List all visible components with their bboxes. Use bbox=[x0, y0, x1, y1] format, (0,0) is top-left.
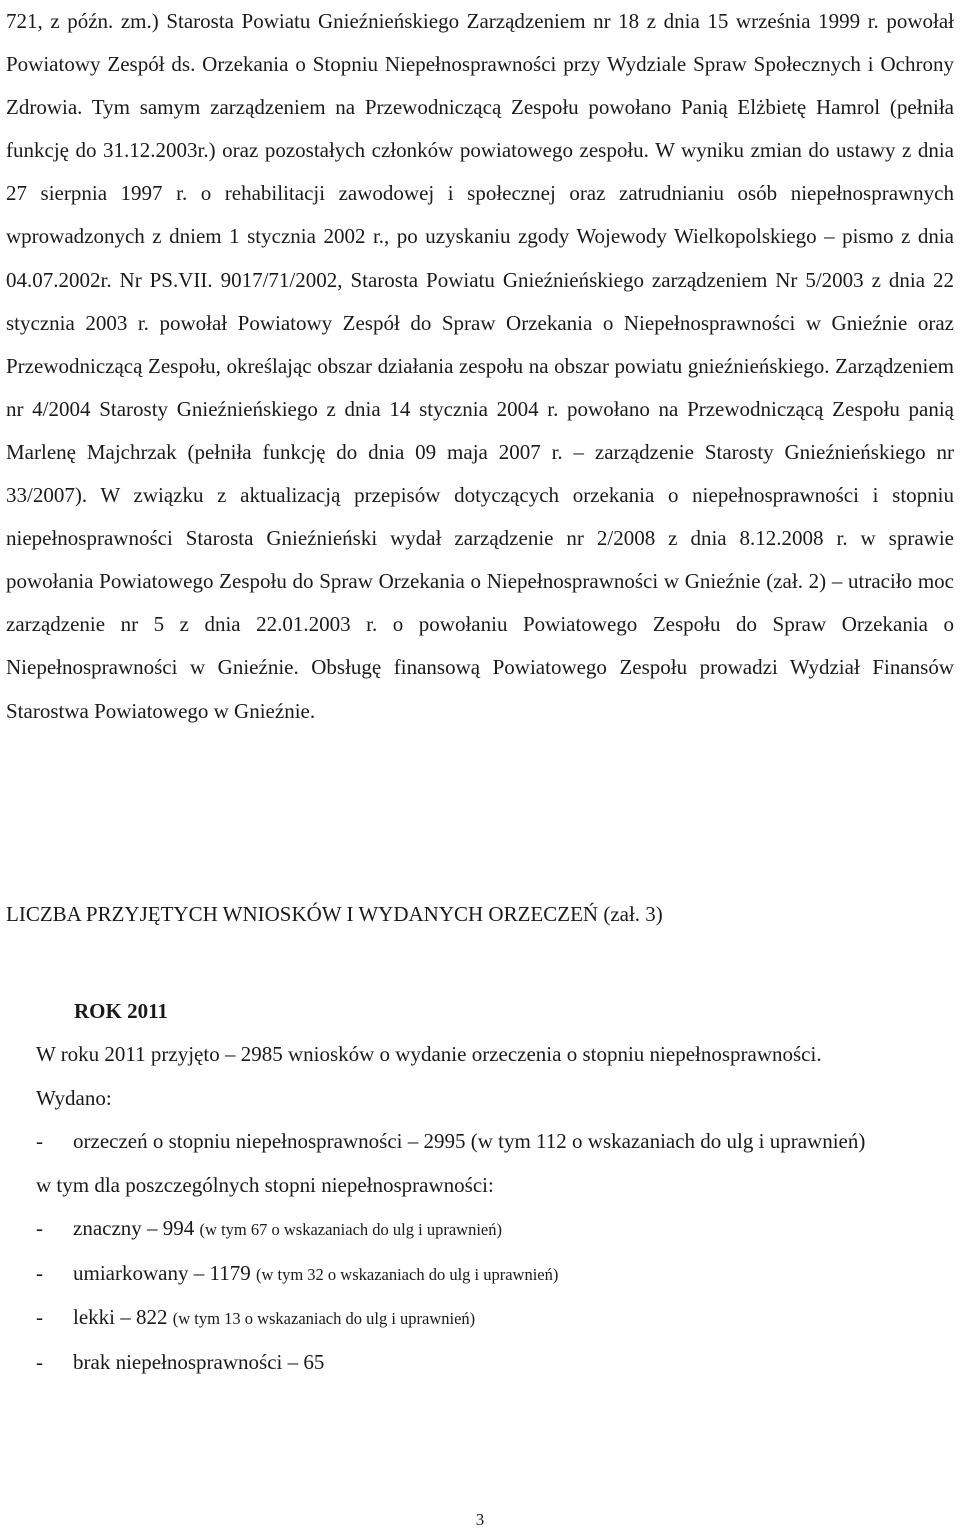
rulings-text: orzeczeń o stopniu niepełnosprawności – 2995 (w tym 112 o wskazaniach do ulg i uprawnień) bbox=[73, 1129, 866, 1153]
degree-main: brak niepełnosprawności – 65 bbox=[73, 1349, 325, 1374]
degree-item bbox=[36, 1341, 956, 1385]
list-dash: - bbox=[36, 1216, 43, 1240]
list-dash: - bbox=[36, 1349, 43, 1374]
section-heading: LICZBA PRZYJĘTYCH WNIOSKÓW I WYDANYCH ORZECZEŃ (zał. 3) bbox=[6, 902, 663, 926]
year-title: ROK 2011 bbox=[74, 999, 168, 1023]
degree-note: (w tym 67 o wskazaniach do ulg i uprawnień) bbox=[199, 1220, 502, 1239]
degree-item bbox=[36, 1252, 956, 1297]
degree-item bbox=[36, 1207, 956, 1252]
list-dash: - bbox=[36, 1260, 43, 1285]
degree-main: lekki – 822 bbox=[73, 1305, 168, 1329]
issued-label: Wydano: bbox=[36, 1085, 112, 1110]
document-page bbox=[6, 0, 954, 733]
degree-main: umiarkowany – 1179 bbox=[73, 1260, 251, 1285]
year-section bbox=[36, 990, 956, 1384]
rulings-item bbox=[36, 1120, 956, 1164]
list-dash: - bbox=[36, 1305, 43, 1329]
intake-paragraph: W roku 2011 przyjęto – 2985 wniosków o wydanie orzeczenia o stopniu niepełnosprawności. bbox=[36, 1042, 822, 1066]
page-number: 3 bbox=[475, 1510, 485, 1529]
degree-note: (w tym 13 o wskazaniach do ulg i uprawnień) bbox=[172, 1309, 476, 1328]
degree-note: (w tym 32 o wskazaniach do ulg i uprawnień) bbox=[255, 1264, 559, 1284]
degrees-intro: w tym dla poszczególnych stopni niepełnosprawności: bbox=[36, 1172, 494, 1197]
degree-item bbox=[36, 1296, 956, 1341]
degree-main: znaczny – 994 bbox=[73, 1216, 195, 1240]
list-dash: - bbox=[36, 1129, 43, 1153]
body-paragraph: 721, z późn. zm.) Starosta Powiatu Gnieźnieńskiego Zarządzeniem nr 18 z dnia 15 września 1999 r. powołał Powiatowy Zespół ds. Orzekania o Stopniu Niepełnosprawności przy Wydziale Spraw Społecznych i Ochrony Zdrowia. Tym samym zarządzeniem na Przewodniczącą Zespołu powołano Panią Elżbietę Hamrol (pełniła funkcję do 31.12.2003r.) oraz pozostałych członków powiatowego zespołu. W wyniku zmian do ustawy z dnia 27 sierpnia 1997 r. o rehabilitacji zawodowej i społecznej oraz zatrudnianiu osób niepełnosprawnych wprowadzonych z dniem 1 stycznia 2002 r., po uzyskaniu zgody Wojewody Wielkopolskiego – pismo z dnia 04.07.2002r. Nr PS.VII. 9017/71/2002, Starosta Powiatu Gnieźnieńskiego zarządzeniem Nr 5/2003 z dnia 22 stycznia 2003 r. powołał Powiatowy Zespół do Spraw Orzekania o Niepełnosprawności w Gnieźnie oraz Przewodniczącą Zespołu, określając obszar działania zespołu na obszar powiatu gnieźnieńskiego. Zarządzeniem nr 4/2004 Starosty Gnieźnieńskiego z dnia 14 stycznia 2004 r. powołano na Przewodniczącą Zespołu panią Marlenę Majchrzak (pełniła funkcję do dnia 09 maja 2007 r. – zarządzenie Starosty Gnieźnieńskiego nr 33/2007). W związku z aktualizacją przepisów dotyczących orzekania o niepełnosprawności i stopniu niepełnosprawności Starosta Gnieźnieński wydał zarządzenie nr 2/2008 z dnia 8.12.2008 r. w sprawie powołania Powiatowego Zespołu do Spraw Orzekania o Niepełnosprawności w Gnieźnie (zał. 2) – utraciło moc zarządzenie nr 5 z dnia 22.01.2003 r. o powołaniu Powiatowego Zespołu do Spraw Orzekania o Niepełnosprawności w Gnieźnie. Obsługę finansową Powiatowego Zespołu prowadzi Wydział Finansów Starostwa Powiatowego w Gnieźnie. bbox=[6, 9, 954, 723]
